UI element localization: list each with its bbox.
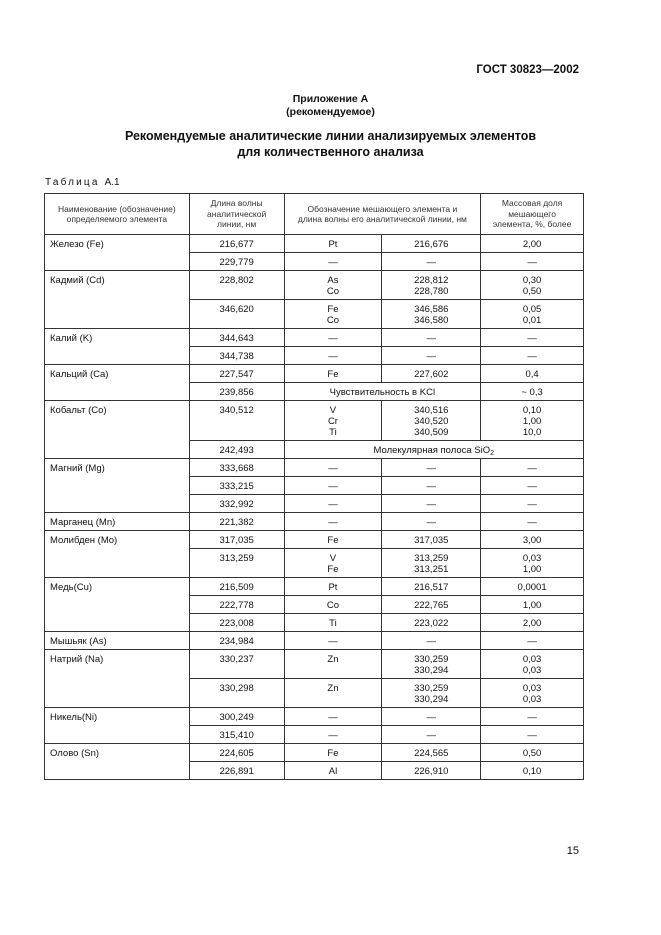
fraction-cell: 2,00: [481, 614, 584, 632]
appendix-heading: [0, 93, 661, 119]
table-label: [45, 177, 120, 188]
title-line-1: Рекомендуемые аналитические линии анализируемых элементов: [124, 129, 537, 143]
interfering-element-cell: Zn: [284, 679, 382, 708]
interfering-element-cell: —: [284, 253, 382, 271]
interfering-element-cell: Ti: [284, 614, 382, 632]
interfering-element-cell: —: [284, 347, 382, 365]
wavelength-cell: 330,298: [189, 679, 284, 708]
fraction-cell: 3,00: [481, 531, 584, 549]
fraction-cell: ~ 0,3: [481, 383, 584, 401]
wavelength-cell: 300,249: [189, 708, 284, 726]
fraction-cell: 0,30 0,50: [481, 271, 584, 300]
document-title: [0, 128, 661, 160]
interfering-element-cell: —: [284, 513, 382, 531]
fraction-cell: 2,00: [481, 235, 584, 253]
element-name-cell: Кобальт (Co): [45, 401, 190, 459]
table-row: [45, 235, 584, 253]
interfering-element-cell: As Co: [284, 271, 382, 300]
appendix-title: Приложение А: [292, 93, 369, 105]
fraction-cell: —: [481, 513, 584, 531]
table-row: [45, 632, 584, 650]
wavelength-cell: 333,668: [189, 459, 284, 477]
table-row: [45, 401, 584, 441]
wavelength-cell: 330,237: [189, 650, 284, 679]
wavelength-cell: 227,547: [189, 365, 284, 383]
element-name-cell: Медь(Cu): [45, 578, 190, 632]
fraction-cell: 0,0001: [481, 578, 584, 596]
interfering-wavelength-cell: 313,259 313,251: [382, 549, 481, 578]
fraction-cell: 0,50: [481, 744, 584, 762]
standard-number: ГОСТ 30823—2002: [476, 64, 579, 76]
table-row: [45, 365, 584, 383]
interfering-wavelength-cell: 216,676: [382, 235, 481, 253]
interfering-element-cell: V Cr Ti: [284, 401, 382, 441]
table-row: [45, 513, 584, 531]
interfering-wavelength-cell: 340,516 340,520 340,509: [382, 401, 481, 441]
note-cell: Молекулярная полоса SiO$_2$: [284, 441, 583, 459]
wavelength-cell: 333,215: [189, 477, 284, 495]
table-row: [45, 650, 584, 679]
wavelength-cell: 228,802: [189, 271, 284, 300]
element-name-cell: Молибден (Mo): [45, 531, 190, 578]
interfering-wavelength-cell: —: [382, 708, 481, 726]
wavelength-cell: 344,643: [189, 329, 284, 347]
header-fraction-line: мешающего: [508, 208, 556, 219]
interfering-wavelength-cell: —: [382, 495, 481, 513]
interfering-element-cell: —: [284, 329, 382, 347]
fraction-cell: 0,05 0,01: [481, 300, 584, 329]
fraction-cell: —: [481, 253, 584, 271]
column-header-fraction: [481, 194, 584, 235]
table-row: [45, 708, 584, 726]
interfering-element-cell: —: [284, 477, 382, 495]
fraction-cell: 0,4: [481, 365, 584, 383]
interfering-element-cell: Fe: [284, 365, 382, 383]
fraction-cell: —: [481, 726, 584, 744]
table-row: [45, 578, 584, 596]
title-line-2: для количественного анализа: [237, 145, 424, 159]
fraction-cell: —: [481, 632, 584, 650]
fraction-cell: —: [481, 347, 584, 365]
header-fraction-line: Массовая доля: [501, 198, 563, 209]
table-header-row: [45, 194, 584, 235]
fraction-cell: 0,10: [481, 762, 584, 780]
table-label-prefix: Таблица: [45, 177, 100, 188]
interfering-element-cell: Fe: [284, 531, 382, 549]
elements-table: [44, 193, 584, 780]
interfering-element-cell: Pt: [284, 235, 382, 253]
element-name-cell: Железо (Fe): [45, 235, 190, 271]
interfering-wavelength-cell: 226,910: [382, 762, 481, 780]
interfering-wavelength-cell: 223,022: [382, 614, 481, 632]
fraction-cell: —: [481, 477, 584, 495]
interfering-element-cell: Fe: [284, 744, 382, 762]
wavelength-cell: 332,992: [189, 495, 284, 513]
element-name-cell: Кальций (Ca): [45, 365, 190, 401]
element-name-cell: Олово (Sn): [45, 744, 190, 780]
interfering-element-cell: —: [284, 459, 382, 477]
table-row: [45, 744, 584, 762]
interfering-wavelength-cell: —: [382, 726, 481, 744]
wavelength-cell: 226,891: [189, 762, 284, 780]
wavelength-cell: 222,778: [189, 596, 284, 614]
element-name-cell: Натрий (Na): [45, 650, 190, 708]
element-name-cell: Кадмий (Cd): [45, 271, 190, 329]
table-row: [45, 271, 584, 300]
element-name-cell: Марганец (Mn): [45, 513, 190, 531]
table-row: [45, 531, 584, 549]
fraction-cell: 0,03 0,03: [481, 679, 584, 708]
interfering-wavelength-cell: 216,517: [382, 578, 481, 596]
header-wavelength-line: Длина волны: [210, 198, 263, 209]
fraction-cell: 1,00: [481, 596, 584, 614]
wavelength-cell: 317,035: [189, 531, 284, 549]
wavelength-cell: 313,259: [189, 549, 284, 578]
wavelength-cell: 340,512: [189, 401, 284, 441]
interfering-element-cell: Co: [284, 596, 382, 614]
interfering-element-cell: —: [284, 708, 382, 726]
interfering-wavelength-cell: —: [382, 632, 481, 650]
header-interfering-line: Обозначение мешающего элемента и: [307, 203, 458, 214]
table-row: [45, 329, 584, 347]
fraction-cell: —: [481, 329, 584, 347]
interfering-wavelength-cell: —: [382, 513, 481, 531]
interfering-wavelength-cell: 222,765: [382, 596, 481, 614]
interfering-wavelength-cell: 224,565: [382, 744, 481, 762]
wavelength-cell: 216,509: [189, 578, 284, 596]
element-name-cell: Никель(Ni): [45, 708, 190, 744]
interfering-element-cell: —: [284, 726, 382, 744]
interfering-wavelength-cell: —: [382, 329, 481, 347]
wavelength-cell: 223,008: [189, 614, 284, 632]
table-row: [45, 459, 584, 477]
wavelength-cell: 221,382: [189, 513, 284, 531]
interfering-wavelength-cell: 227,602: [382, 365, 481, 383]
header-name-line: определяемого элемента: [66, 214, 168, 224]
table-body: [45, 235, 584, 780]
interfering-element-cell: Al: [284, 762, 382, 780]
fraction-cell: —: [481, 459, 584, 477]
interfering-element-cell: Zn: [284, 650, 382, 679]
wavelength-cell: 344,738: [189, 347, 284, 365]
column-header-name: [45, 194, 190, 235]
element-name-cell: Магний (Mg): [45, 459, 190, 513]
header-interfering-line: длина волны его аналитической линии, нм: [297, 214, 467, 224]
table-label-number: А.1: [104, 177, 120, 188]
fraction-cell: 0,10 1,00 10,0: [481, 401, 584, 441]
fraction-cell: 0,03 0,03: [481, 650, 584, 679]
interfering-wavelength-cell: —: [382, 347, 481, 365]
interfering-element-cell: V Fe: [284, 549, 382, 578]
interfering-wavelength-cell: —: [382, 477, 481, 495]
column-header-interfering: [284, 194, 481, 235]
interfering-element-cell: —: [284, 632, 382, 650]
header-fraction-line: элемента, %, более: [492, 219, 572, 230]
wavelength-cell: 234,984: [189, 632, 284, 650]
interfering-wavelength-cell: —: [382, 253, 481, 271]
wavelength-cell: 224,605: [189, 744, 284, 762]
interfering-element-cell: Fe Co: [284, 300, 382, 329]
interfering-wavelength-cell: 346,586 346,580: [382, 300, 481, 329]
element-name-cell: Мышьяк (As): [45, 632, 190, 650]
interfering-wavelength-cell: —: [382, 459, 481, 477]
wavelength-cell: 229,779: [189, 253, 284, 271]
appendix-status: (рекомендуемое): [286, 106, 375, 118]
interfering-wavelength-cell: 317,035: [382, 531, 481, 549]
interfering-element-cell: Pt: [284, 578, 382, 596]
wavelength-cell: 216,677: [189, 235, 284, 253]
wavelength-cell: 242,493: [189, 441, 284, 459]
header-wavelength-line: аналитической: [207, 208, 267, 219]
wavelength-cell: 315,410: [189, 726, 284, 744]
note-cell: Чувствительность в KCl: [284, 383, 481, 401]
column-header-wavelength: [189, 194, 284, 235]
interfering-wavelength-cell: 330,259 330,294: [382, 679, 481, 708]
header-wavelength-line: линии, нм: [217, 219, 257, 230]
fraction-cell: —: [481, 708, 584, 726]
interfering-element-cell: —: [284, 495, 382, 513]
page-number: 15: [566, 845, 579, 857]
wavelength-cell: 239,856: [189, 383, 284, 401]
fraction-cell: 0,03 1,00: [481, 549, 584, 578]
element-name-cell: Калий (K): [45, 329, 190, 365]
interfering-wavelength-cell: 228,812 228,780: [382, 271, 481, 300]
fraction-cell: —: [481, 495, 584, 513]
wavelength-cell: 346,620: [189, 300, 284, 329]
header-name-line: Наименование (обозначение): [58, 203, 176, 214]
interfering-wavelength-cell: 330,259 330,294: [382, 650, 481, 679]
